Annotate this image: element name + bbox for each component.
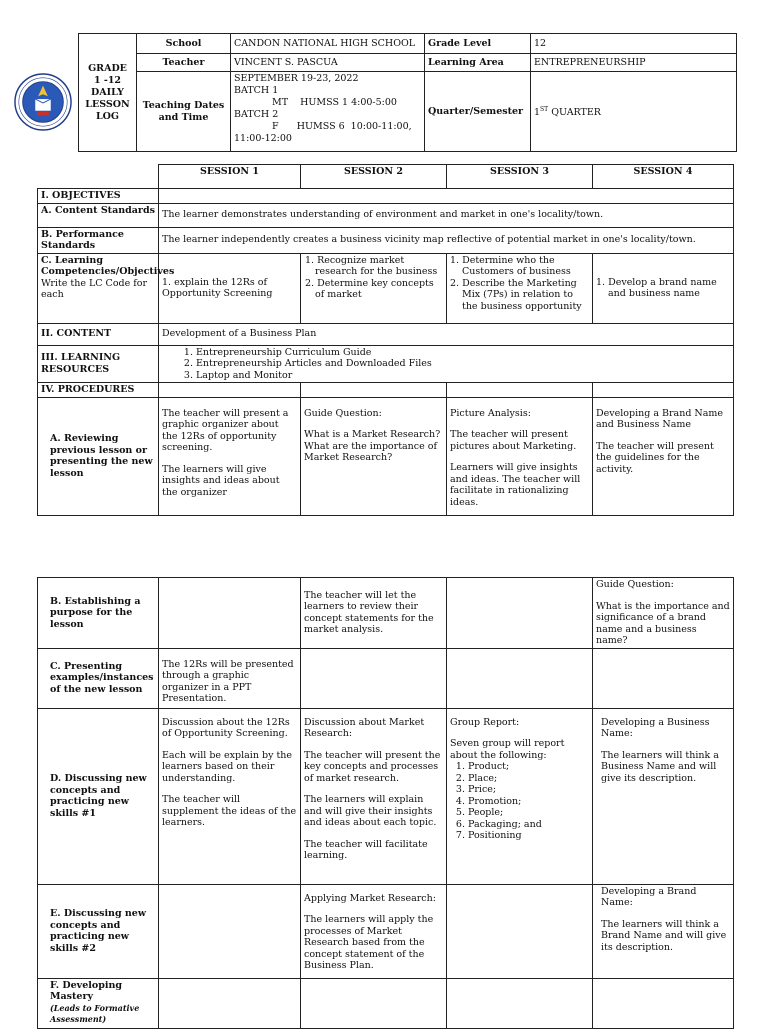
marketing-mix-item: 3. Price; (468, 784, 589, 796)
procedure-f-label: F. Developing Mastery (Leads to Formative Assessment) (38, 978, 159, 1028)
procedure-b-s2: The teacher will let the learners to review their concept statements for the market analysis. (301, 578, 447, 649)
procedure-d-s3: Group Report: Seven group will report about the following: 1. Product; 2. Place; 3. Price; 4. Promotion; 5. People; 6. Packaging; and 7. Positioning (447, 708, 593, 884)
procedure-f-s2 (301, 978, 447, 1028)
marketing-mix-item: 6. Packaging; and (468, 819, 589, 831)
grade-level-value: 12 (531, 34, 737, 54)
session-1-header: SESSION 1 (159, 165, 301, 189)
procedure-d-s2: Discussion about Market Research: The teacher will present the key concepts and processes of market research. The learners will explain and will give their insights and ideas about each topic. The teacher will facilitate learning. (301, 708, 447, 884)
marketing-mix-item: 5. People; (468, 807, 589, 819)
procedure-a-s4: Developing a Brand Name and Business Name The teacher will present the guidelines for the activity. (593, 397, 734, 515)
competency-s4: 1. Develop a brand name and business name (593, 253, 734, 323)
content-standards-value: The learner demonstrates understanding of environment and market in one's locality/town. (159, 203, 734, 227)
procedure-c-s4 (593, 648, 734, 708)
objectives-heading: I. OBJECTIVES (38, 189, 159, 204)
procedure-a-s1: The teacher will present a graphic organizer about the 12Rs of opportunity screening. The learners will give insights and ideas about the organizer (159, 397, 301, 515)
teacher-label: Teacher (137, 54, 231, 72)
session-2-header: SESSION 2 (301, 165, 447, 189)
teacher-value: VINCENT S. PASCUA (231, 54, 425, 72)
grade-level-label: Grade Level (425, 34, 531, 54)
school-label: School (137, 34, 231, 54)
procedures-heading: IV. PROCEDURES (38, 383, 159, 398)
procedure-c-label: C. Presenting examples/instances of the new lesson (38, 648, 159, 708)
dll-title: GRADE 1 -12 DAILY LESSON LOG (79, 34, 137, 152)
competencies-label: C. Learning Competencies/Objectives Write the LC Code for each (38, 253, 159, 323)
procedure-b-label: B. Establishing a purpose for the lesson (38, 578, 159, 649)
content-heading: II. CONTENT (38, 323, 159, 345)
resource-item: 2. Entrepreneurship Articles and Downloaded Files (196, 358, 730, 370)
competency-s1: 1. explain the 12Rs of Opportunity Screening (159, 253, 301, 323)
learning-area-value: ENTREPRENEURSHIP (531, 54, 737, 72)
procedure-c-s1: The 12Rs will be presented through a graphic organizer in a PPT Presentation. (159, 648, 301, 708)
performance-standards-value: The learner independently creates a business vicinity map reflective of potential market in one's locality/town. (159, 227, 734, 253)
procedure-e-label: E. Discussing new concepts and practicing new skills #2 (38, 884, 159, 978)
procedure-e-s4: Developing a Brand Name: The learners will think a Brand Name and will give its description. (593, 884, 734, 978)
session-3-header: SESSION 3 (447, 165, 593, 189)
procedure-b-s4: Guide Question: What is the importance and significance of a brand name and a business name? (593, 578, 734, 649)
procedure-f-s4 (593, 978, 734, 1028)
learning-area-label: Learning Area (425, 54, 531, 72)
content-standards-label: A. Content Standards (38, 203, 159, 227)
procedure-d-s4: Developing a Business Name: The learners will think a Business Name and will give its description. (593, 708, 734, 884)
competency-s2: 1. Recognize market research for the business 2. Determine key concepts of market (301, 253, 447, 323)
deped-seal-icon (14, 73, 72, 131)
marketing-mix-item: 2. Place; (468, 773, 589, 785)
quarter-label: Quarter/Semester (425, 72, 531, 152)
school-value: CANDON NATIONAL HIGH SCHOOL (231, 34, 425, 54)
deped-seal (14, 73, 72, 135)
procedure-a-label: A. Reviewing previous lesson or presenting the new lesson (38, 397, 159, 515)
lesson-log-table-2 (37, 577, 734, 1029)
procedure-a-s2: Guide Question: What is a Market Research? What are the importance of Market Research? (301, 397, 447, 515)
session-4-header: SESSION 4 (593, 165, 734, 189)
resource-item: 3. Laptop and Monitor (196, 370, 730, 382)
marketing-mix-item: 1. Product; (468, 761, 589, 773)
competency-s3: 1. Determine who the Customers of business 2. Describe the Marketing Mix (7Ps) in relation to the business opportunity (447, 253, 593, 323)
procedure-d-s1: Discussion about the 12Rs of Opportunity Screening. Each will be explain by the learners based on their understanding. The teacher will supplement the ideas of the learners. (159, 708, 301, 884)
procedure-c-s2 (301, 648, 447, 708)
procedure-b-s3 (447, 578, 593, 649)
resource-item: 1. Entrepreneurship Curriculum Guide (196, 347, 730, 359)
procedure-c-s3 (447, 648, 593, 708)
procedure-d-label: D. Discussing new concepts and practicing new skills #1 (38, 708, 159, 884)
procedure-e-s2: Applying Market Research: The learners will apply the processes of Market Research based from the concept statement of the Business Plan. (301, 884, 447, 978)
procedure-e-s3 (447, 884, 593, 978)
teaching-dates-value: SEPTEMBER 19-23, 2022 BATCH 1 MT HUMSS 1 4:00-5:00 BATCH 2 F HUMSS 6 10:00-11:00, 11:00-12:00 (231, 72, 425, 152)
lesson-log-table-1 (37, 164, 734, 516)
resources-heading: III. LEARNING RESOURCES (38, 345, 159, 383)
procedure-f-s3 (447, 978, 593, 1028)
resources-list (159, 345, 734, 383)
quarter-value: 1ST QUARTER (531, 72, 737, 152)
procedure-b-s1 (159, 578, 301, 649)
content-value: Development of a Business Plan (159, 323, 734, 345)
procedure-e-s1 (159, 884, 301, 978)
procedure-f-s1 (159, 978, 301, 1028)
header-table (78, 33, 737, 152)
marketing-mix-item: 4. Promotion; (468, 796, 589, 808)
teaching-dates-label: Teaching Dates and Time (137, 72, 231, 152)
marketing-mix-item: 7. Positioning (468, 830, 589, 842)
procedure-a-s3: Picture Analysis: The teacher will present pictures about Marketing. Learners will give insights and ideas. The teacher will facilitate in rationalizing ideas. (447, 397, 593, 515)
performance-standards-label: B. Performance Standards (38, 227, 159, 253)
